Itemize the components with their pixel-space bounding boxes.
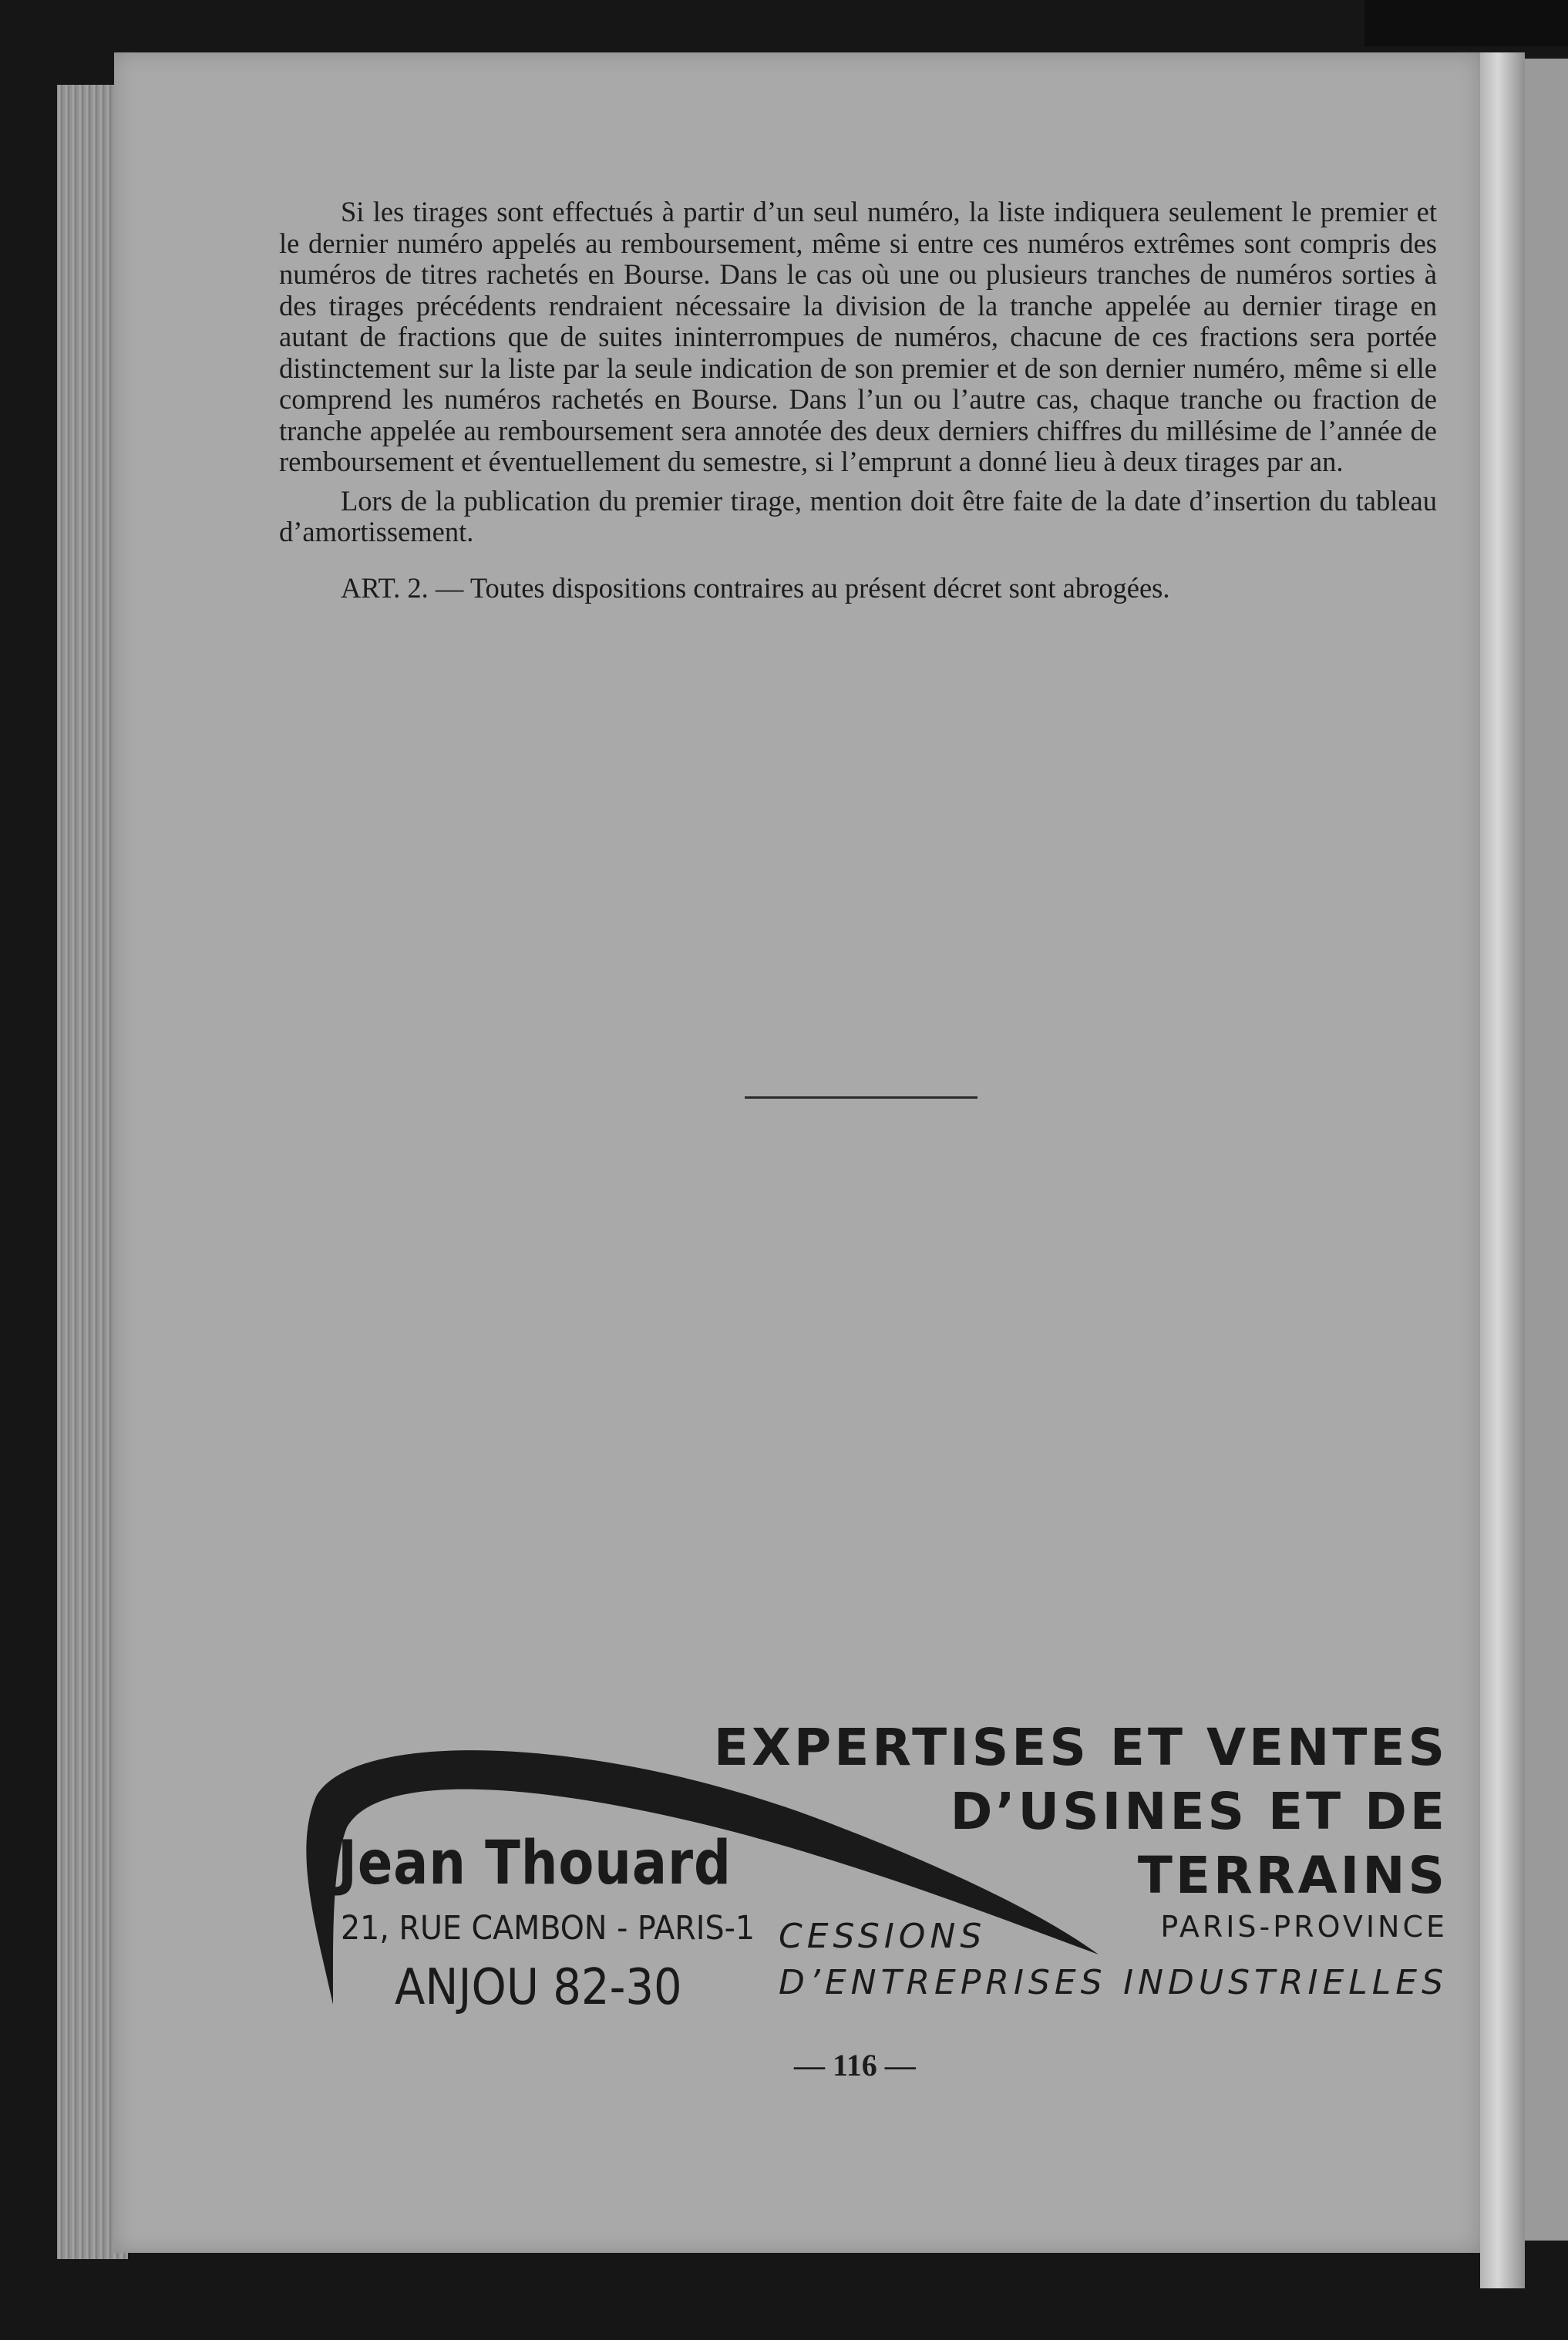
- advertisement-industrielles: INDUSTRIELLES: [1123, 1963, 1448, 2002]
- advertiser-address: 21, RUE CAMBON - PARIS-1: [341, 1909, 755, 1948]
- adjacent-page: [1525, 59, 1568, 2241]
- headline-line-3: TERRAINS: [1137, 1846, 1448, 1905]
- headline-line-2: D’USINES ET DE: [950, 1782, 1448, 1841]
- page-number: — 116 —: [794, 2048, 916, 2082]
- advertisement-region: PARIS-PROVINCE: [1160, 1910, 1448, 1944]
- headline-line-1: EXPERTISES ET VENTES: [713, 1718, 1448, 1777]
- book-gutter: [1480, 52, 1525, 2288]
- scan-background: [1364, 0, 1568, 46]
- paragraph-publication: Lors de la publication du premier tirage, mention doit être faite de la date d’insertion du tableau d’amortissement.: [279, 484, 1437, 547]
- section-divider: [745, 1096, 977, 1099]
- advertisement-entreprises: D’ENTREPRISES: [779, 1963, 1107, 2002]
- decree-text: [279, 197, 1437, 604]
- advertiser-name: Jean Thouard: [338, 1829, 732, 1898]
- paragraph-drawings: Si les tirages sont effectués à partir d’un seul numéro, la liste indiquera seulement le premier et le dernier numéro appelés au remboursement, même si entre ces numéros extrêmes sont compris des numéros de titres rachetés en Bourse. Dans le cas où une ou plusieurs tranches de numéros sorties à des tirages précédents rendraient nécessaire la division de la tranche appelée au dernier tirage en autant de fractions que de suites ininterrompues de numéros, chacune de ces fractions sera portée distinctement sur la liste par la seule indication de son premier et de son dernier numéro, même si elle comprend les numéros rachetés en Bourse. Dans l’un ou l’autre cas, chaque tranche ou fraction de tranche appelée au remboursement sera annotée des deux derniers chiffres du millésime de l’année de remboursement et éventuellement du semestre, si l’emprunt a donné lieu à deux tirages par an.: [279, 196, 1437, 477]
- advertiser-phone: ANJOU 82-30: [395, 1959, 682, 2016]
- advertisement-cessions: CESSIONS: [779, 1917, 987, 1956]
- advertisement-headline: [714, 1715, 1448, 1907]
- article-2: ART. 2. — Toutes dispositions contraires au présent décret sont abrogées.: [341, 571, 1170, 604]
